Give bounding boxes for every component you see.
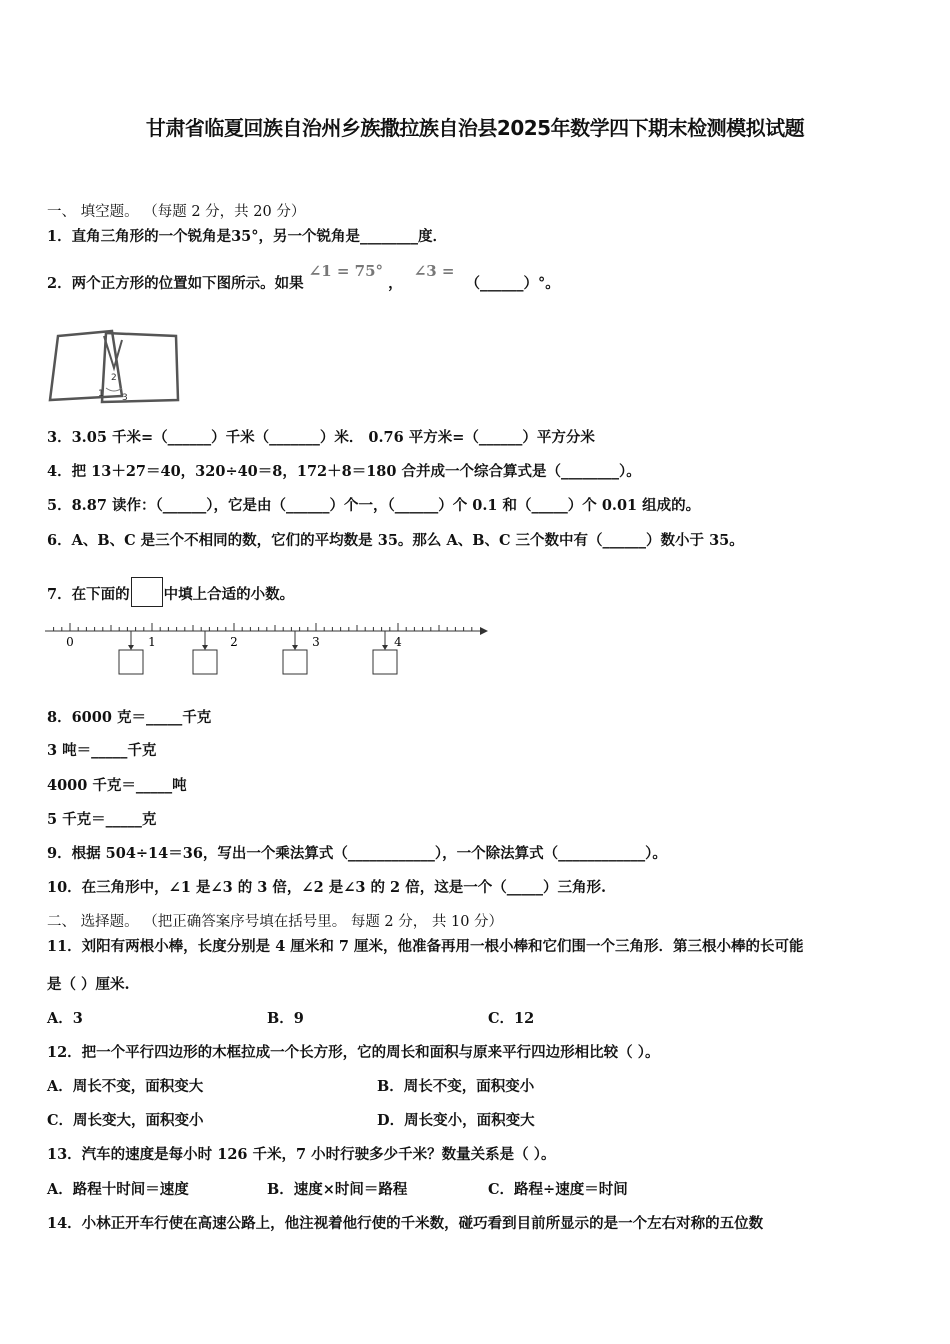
left-square <box>50 331 122 400</box>
q12-option-d[interactable]: D．周长变小，面积变大 <box>377 1112 535 1129</box>
angle-label-1: 1 <box>98 389 104 399</box>
q11-option-c[interactable]: C．12 <box>488 1010 535 1027</box>
q11-option-b[interactable]: B．9 <box>267 1010 304 1027</box>
question-8-line-4: 5 千克＝_____克 <box>47 811 157 828</box>
q11-option-a[interactable]: A．3 <box>47 1010 83 1027</box>
tick-label-3: 3 <box>312 635 320 649</box>
q12-option-c[interactable]: C．周长变大，面积变小 <box>47 1112 204 1129</box>
q7-inline-box <box>131 577 163 607</box>
tick-label-4: 4 <box>394 635 402 649</box>
section2-header: 二、 选择题。 （把正确答案序号填在括号里。 每题 2 分， 共 10 分） <box>47 914 504 930</box>
tick-label-2: 2 <box>230 635 238 649</box>
q13-option-b[interactable]: B．速度×时间＝路程 <box>267 1181 408 1198</box>
question-8-line-1: 8．6000 克＝_____千克 <box>47 709 212 726</box>
question-9: 9．根据 504÷14＝36，写出一个乘法算式（____________），一个除法算式（____________）。 <box>47 845 667 862</box>
question-14: 14．小林正开车行使在高速公路上，他注视着他行使的千米数，碰巧看到目前所显示的是一个左右对称的五位数 <box>47 1215 764 1232</box>
q2-angle1: ∠1 = 75° <box>308 262 384 280</box>
tick-marks <box>54 623 472 631</box>
q2-suffix: （______）°。 <box>465 275 560 292</box>
answer-box-1[interactable] <box>119 631 143 674</box>
question-11-line-2: 是（ ）厘米. <box>47 976 130 993</box>
page-title: 甘肃省临夏回族自治州乡族撒拉族自治县2025年数学四下期末检测模拟试题 <box>145 116 805 140</box>
q2-comma: ， <box>388 275 403 292</box>
question-8-line-3: 4000 千克＝_____吨 <box>47 777 187 794</box>
question-13: 13．汽车的速度是每小时 126 千米，7 小时行驶多少千米？数量关系是（ ）。 <box>47 1146 556 1163</box>
question-10: 10．在三角形中，∠1 是∠3 的 3 倍，∠2 是∠3 的 2 倍，这是一个（_____）三角形. <box>47 879 606 896</box>
question-5: 5．8.87 读作：（______），它是由（______）个一，（______）个 0.1 和（_____）个 0.01 组成的。 <box>47 497 701 514</box>
question-4: 4．把 13＋27＝40，320÷40＝8，172＋8＝180 合并成一个综合算式是（________）。 <box>47 463 641 480</box>
question-11-line-1: 11．刘阳有两根小棒，长度分别是 4 厘米和 7 厘米，他准备再用一根小棒和它们围一个三角形．第三根小棒的长可能 <box>47 938 804 955</box>
q2-prefix: 2．两个正方形的位置如下图所示。如果 <box>47 275 304 292</box>
q12-option-a[interactable]: A．周长不变，面积变大 <box>47 1078 204 1095</box>
question-6: 6．A、B、C 是三个不相同的数，它们的平均数是 35。那么 A、B、C 三个数中有（______）数小于 35。 <box>47 532 744 549</box>
q13-option-c[interactable]: C．路程÷速度＝时间 <box>488 1181 628 1198</box>
question-3: 3．3.05 千米=（______）千米（_______）米． 0.76 平方米=（______）平方分米 <box>47 429 595 446</box>
axis-arrow <box>480 627 488 635</box>
q7-suffix: 中填上合适的小数。 <box>163 586 295 603</box>
angle-label-3: 3 <box>122 393 128 403</box>
angle-label-2: 2 <box>111 373 117 383</box>
question-8-line-2: 3 吨＝_____千克 <box>47 742 157 759</box>
q2-angle3: ∠3 = <box>413 262 455 280</box>
question-1: 1．直角三角形的一个锐角是35°，另一个锐角是________度． <box>47 228 448 245</box>
question-2 <box>47 262 560 294</box>
number-line <box>40 618 500 680</box>
question-12: 12．把一个平行四边形的木框拉成一个长方形，它的周长和面积与原来平行四边形相比较（ ）。 <box>47 1044 660 1061</box>
section1-header: 一、 填空题。 （每题 2 分，共 20 分） <box>47 204 306 220</box>
question-7 <box>47 577 294 607</box>
two-squares-figure <box>44 328 184 408</box>
q7-prefix: 7．在下面的 <box>47 586 130 603</box>
q12-option-b[interactable]: B．周长不变，面积变小 <box>377 1078 535 1095</box>
answer-box-2[interactable] <box>193 631 217 674</box>
answer-box-3[interactable] <box>283 631 307 674</box>
tick-label-0: 0 <box>66 635 74 649</box>
tick-label-1: 1 <box>148 635 156 649</box>
q13-option-a[interactable]: A．路程十时间＝速度 <box>47 1181 189 1198</box>
